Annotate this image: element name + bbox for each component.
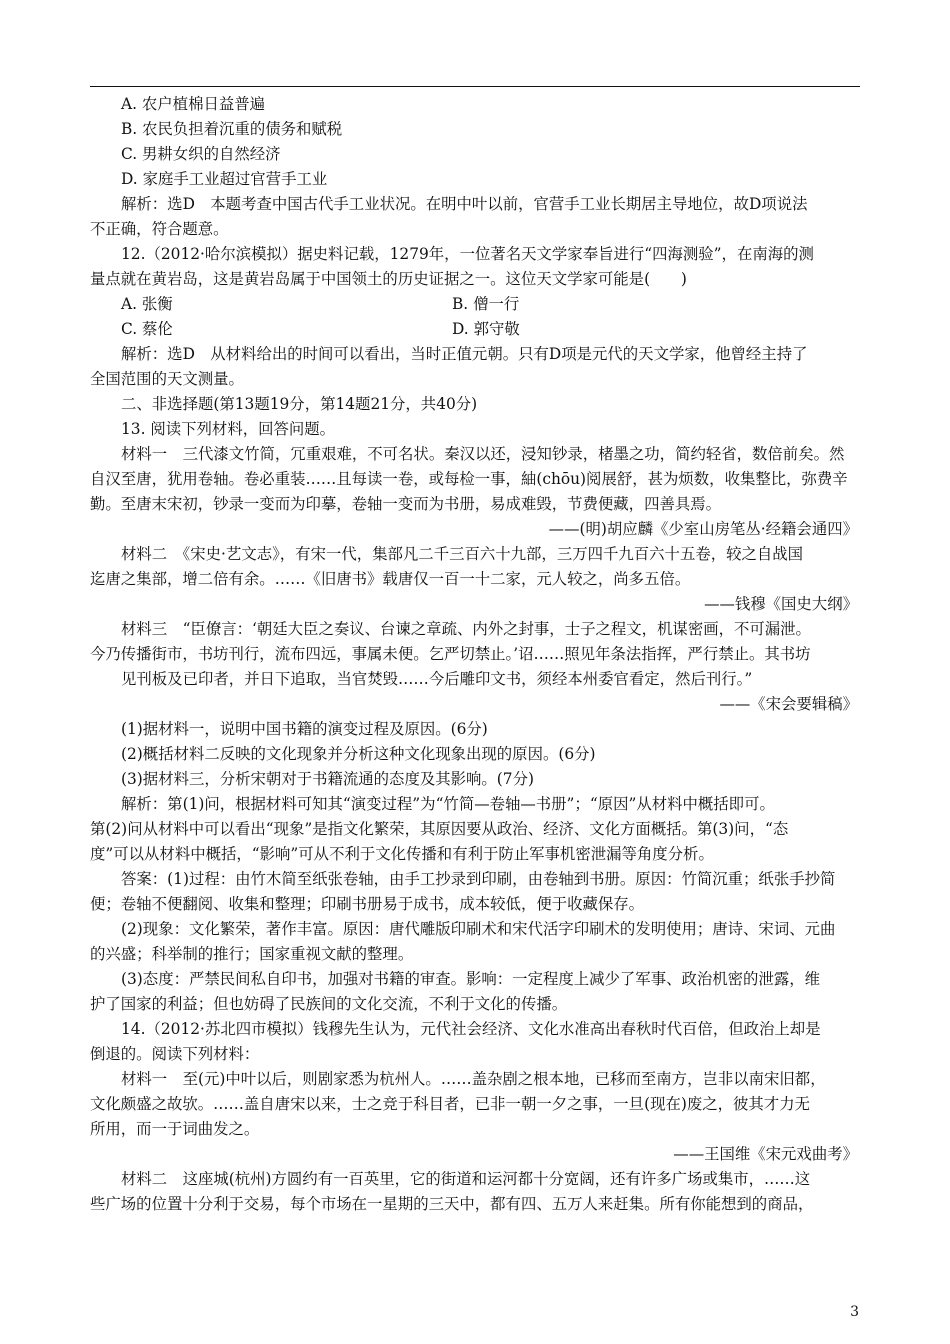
text-line: 护了国家的利益；但也妨碍了民族间的文化交流，不利于文化的传播。 — [90, 995, 568, 1013]
text-line: 14.（2012·苏北四市模拟）钱穆先生认为，元代社会经济、文化水准高出春秋时代百倍，但政治上却是 — [121, 1020, 821, 1038]
text-line: 倒退的。阅读下列材料： — [90, 1045, 260, 1063]
text-line: 所用，而一于词曲发之。 — [90, 1120, 260, 1138]
option-row — [90, 317, 860, 342]
text-line: 全国范围的天文测量。 — [90, 370, 244, 388]
header-rule — [90, 86, 860, 87]
text-line: 二、非选择题(第13题19分，第14题21分，共40分) — [121, 395, 478, 413]
text-line: 见刊板及已印者，并日下追取，当官焚毁……今后雕印文书，须经本州委官看定，然后刊行。” — [121, 670, 753, 688]
text-line: (1)据材料一，说明中国书籍的演变过程及原因。(6分) — [121, 720, 488, 738]
text-line: D. 家庭手工业超过官营手工业 — [121, 170, 328, 188]
text-line: 材料三 “臣僚言：‘朝廷大臣之奏议、台谏之章疏、内外之封事，士子之程文，机谋密画，不可漏泄。 — [121, 620, 811, 638]
option-text: A. 张衡 — [121, 295, 173, 313]
text-line: 度”可以从材料中概括，“影响”可从不利于文化传播和有利于防止军事机密泄漏等角度分析。 — [90, 845, 714, 863]
text-line: 解析：选D 从材料给出的时间可以看出，当时正值元朝。只有D项是元代的天文学家，他曾经主持了 — [121, 345, 808, 363]
text-line: 材料二 《宋史·艺文志》，有宋一代，集部凡二千三百六十九部，三万四千九百六十五卷，较之自战国 — [121, 545, 804, 563]
text-line: 材料二 这座城(杭州)方圆约有一百英里，它的街道和运河都十分宽阔，还有许多广场或集市，……这 — [121, 1170, 811, 1188]
text-line: 自汉至唐，犹用卷轴。卷必重装……且每读一卷，或每检一事，紬(chōu)阅展舒，甚为烦数，收集整比，弥费辛 — [90, 470, 848, 488]
text-line: 材料一 三代漆文竹简，冗重艰难，不可名状。秦汉以还，浸知钞录，楮墨之功，简约轻省，数倍前矣。然 — [121, 445, 845, 463]
option-text: D. 郭守敬 — [452, 320, 520, 338]
text-line: (3)态度：严禁民间私自印书，加强对书籍的审查。影响：一定程度上减少了军事、政治机密的泄露，维 — [121, 970, 820, 988]
text-line: 第(2)问从材料中可以看出“现象”是指文化繁荣，其原因要从政治、经济、文化方面概括。第(3)问，“态 — [90, 820, 789, 838]
text-line: 些广场的位置十分利于交易，每个市场在一星期的三天中，都有四、五万人来赶集。所有你能想到的商品， — [90, 1195, 814, 1213]
source-citation: ——《宋会要辑稿》 — [719, 695, 858, 713]
option-text: C. 蔡伦 — [121, 320, 173, 338]
source-citation: ——王国维《宋元戏曲考》 — [673, 1145, 858, 1163]
text-line: 答案：(1)过程：由竹木简至纸张卷轴，由手工抄录到印刷，由卷轴到书册。原因：竹简沉重；纸张手抄简 — [121, 870, 836, 888]
text-line: 不正确，符合题意。 — [90, 220, 229, 238]
text-line: 量点就在黄岩岛，这是黄岩岛属于中国领土的历史证据之一。这位天文学家可能是( ) — [90, 270, 687, 288]
text-line: B. 农民负担着沉重的债务和赋税 — [121, 120, 343, 138]
text-line: 的兴盛；科举制的推行；国家重视文献的整理。 — [90, 945, 414, 963]
text-line: 解析：选D 本题考查中国古代手工业状况。在明中叶以前，官营手工业长期居主导地位，故D项说法 — [121, 195, 808, 213]
text-line: 材料一 至(元)中叶以后，则剧家悉为杭州人。……盖杂剧之根本地，已移而至南方，岂非以南宋旧都， — [121, 1070, 826, 1088]
text-line: 勤。至唐末宋初，钞录一变而为印摹，卷轴一变而为书册，易成难毁，节费便藏，四善具焉。 — [90, 495, 722, 513]
source-citation: ——(明)胡应麟《少室山房笔丛·经籍会通四》 — [548, 520, 858, 538]
page-body — [90, 92, 860, 1217]
text-line: (2)现象：文化繁荣，著作丰富。原因：唐代雕版印刷术和宋代活字印刷术的发明使用；唐诗、宋词、元曲 — [121, 920, 836, 938]
text-line: A. 农户植棉日益普遍 — [121, 95, 266, 113]
option-text: B. 僧一行 — [452, 295, 520, 313]
text-line: 12.（2012·哈尔滨模拟）据史料记载，1279年，一位著名天文学家奉旨进行“四海测验”，在南海的测 — [121, 245, 814, 263]
text-line: (2)概括材料二反映的文化现象并分析这种文化现象出现的原因。(6分) — [121, 745, 596, 763]
source-citation: ——钱穆《国史大纲》 — [704, 595, 858, 613]
option-row — [90, 292, 860, 317]
text-line: 文化颇盛之故欤。……盖自唐宋以来，士之竞于科目者，已非一朝一夕之事，一旦(现在)废之，彼其才力无 — [90, 1095, 810, 1113]
text-line: 13. 阅读下列材料，回答问题。 — [121, 420, 336, 438]
page-number: 3 — [850, 1304, 859, 1320]
text-line: 迄唐之集部，增二倍有余。……《旧唐书》载唐仅一百一十二家，元人较之，尚多五倍。 — [90, 570, 691, 588]
text-line: 解析：第(1)问，根据材料可知其“演变过程”为“竹简—卷轴—书册”；“原因”从材料中概括即可。 — [121, 795, 775, 813]
text-line: 今乃传播街市，书坊刊行，流布四远，事属未便。乞严切禁止。’诏……照见年条法指挥，严行禁止。其书坊 — [90, 645, 811, 663]
text-line: 便；卷轴不便翻阅、收集和整理；印刷书册易于成书，成本较低，便于收藏保存。 — [90, 895, 645, 913]
text-line: (3)据材料三，分析宋朝对于书籍流通的态度及其影响。(7分) — [121, 770, 534, 788]
text-line: C. 男耕女织的自然经济 — [121, 145, 281, 163]
